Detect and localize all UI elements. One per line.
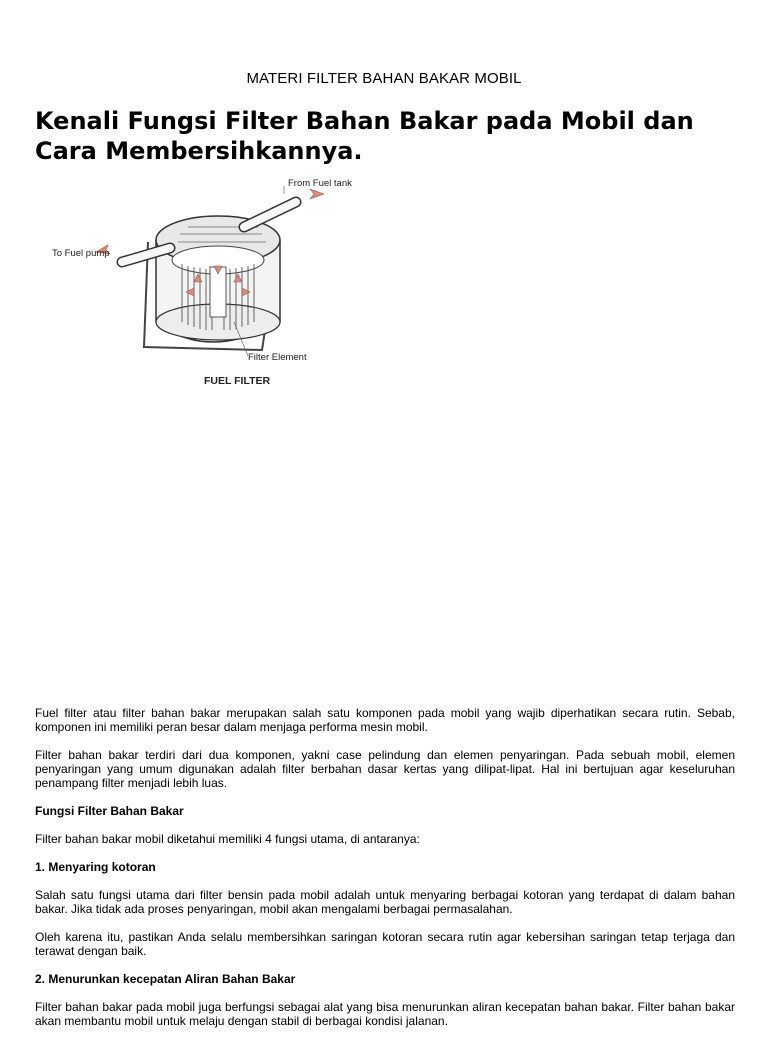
section-heading-fungsi: Fungsi Filter Bahan Bakar [35, 804, 184, 818]
fuel-filter-diagram [48, 172, 368, 392]
paragraph-menyaring-1: Salah satu fungsi utama dari filter bensin pada mobil adalah untuk menyaring berbagai kotoran yang terdapat di dalam bahan bakar. Jika tidak ada proses penyaringan, mobil akan mengalami berbagai permasalahan. [35, 888, 735, 916]
label-from-fuel-tank: From Fuel tank [288, 178, 352, 189]
paragraph-components: Filter bahan bakar terdiri dari dua komponen, yakni case pelindung dan elemen penyaringan. Pada sebuah mobil, elemen penyaringan yang umum digunakan adalah filter berbahan dasar kertas yang dilipat-lipat. Hal ini bertujuan agar keseluruhan penampang filter menjadi lebih luas. [35, 748, 735, 790]
figure-caption: FUEL FILTER [204, 375, 271, 387]
label-filter-element: Filter Element [248, 352, 307, 363]
paragraph-menyaring-2: Oleh karena itu, pastikan Anda selalu membersihkan saringan kotoran secara rutin agar kebersihan saringan tetap terjaga dan terawat dengan baik. [35, 930, 735, 958]
paragraph-intro: Fuel filter atau filter bahan bakar merupakan salah satu komponen pada mobil yang wajib diperhatikan secara rutin. Sebab, komponen ini memiliki peran besar dalam menjaga performa mesin mobil. [35, 706, 735, 734]
fuel-filter-figure [48, 172, 368, 392]
document-header: MATERI FILTER BAHAN BAKAR MOBIL [246, 70, 522, 87]
heading-menyaring-kotoran: 1. Menyaring kotoran [35, 860, 156, 874]
arrow-from-tank-icon [310, 189, 324, 199]
label-to-fuel-pump: To Fuel pump [52, 248, 110, 259]
inlet-pipe [244, 202, 296, 227]
paragraph-fungsi-intro: Filter bahan bakar mobil diketahui memiliki 4 fungsi utama, di antaranya: [35, 832, 420, 846]
heading-menurunkan-kecepatan: 2. Menurunkan kecepatan Aliran Bahan Bakar [35, 972, 296, 986]
article-body [35, 706, 735, 1042]
paragraph-menurunkan: Filter bahan bakar pada mobil juga berfungsi sebagai alat yang bisa menurunkan aliran kecepatan bahan bakar. Filter bahan bakar akan membantu mobil untuk melaju dengan stabil di berbagai kondisi jalanan. [35, 1000, 735, 1028]
page-title: Kenali Fungsi Filter Bahan Bakar pada Mobil dan Cara Membersihkannya. [35, 107, 694, 165]
